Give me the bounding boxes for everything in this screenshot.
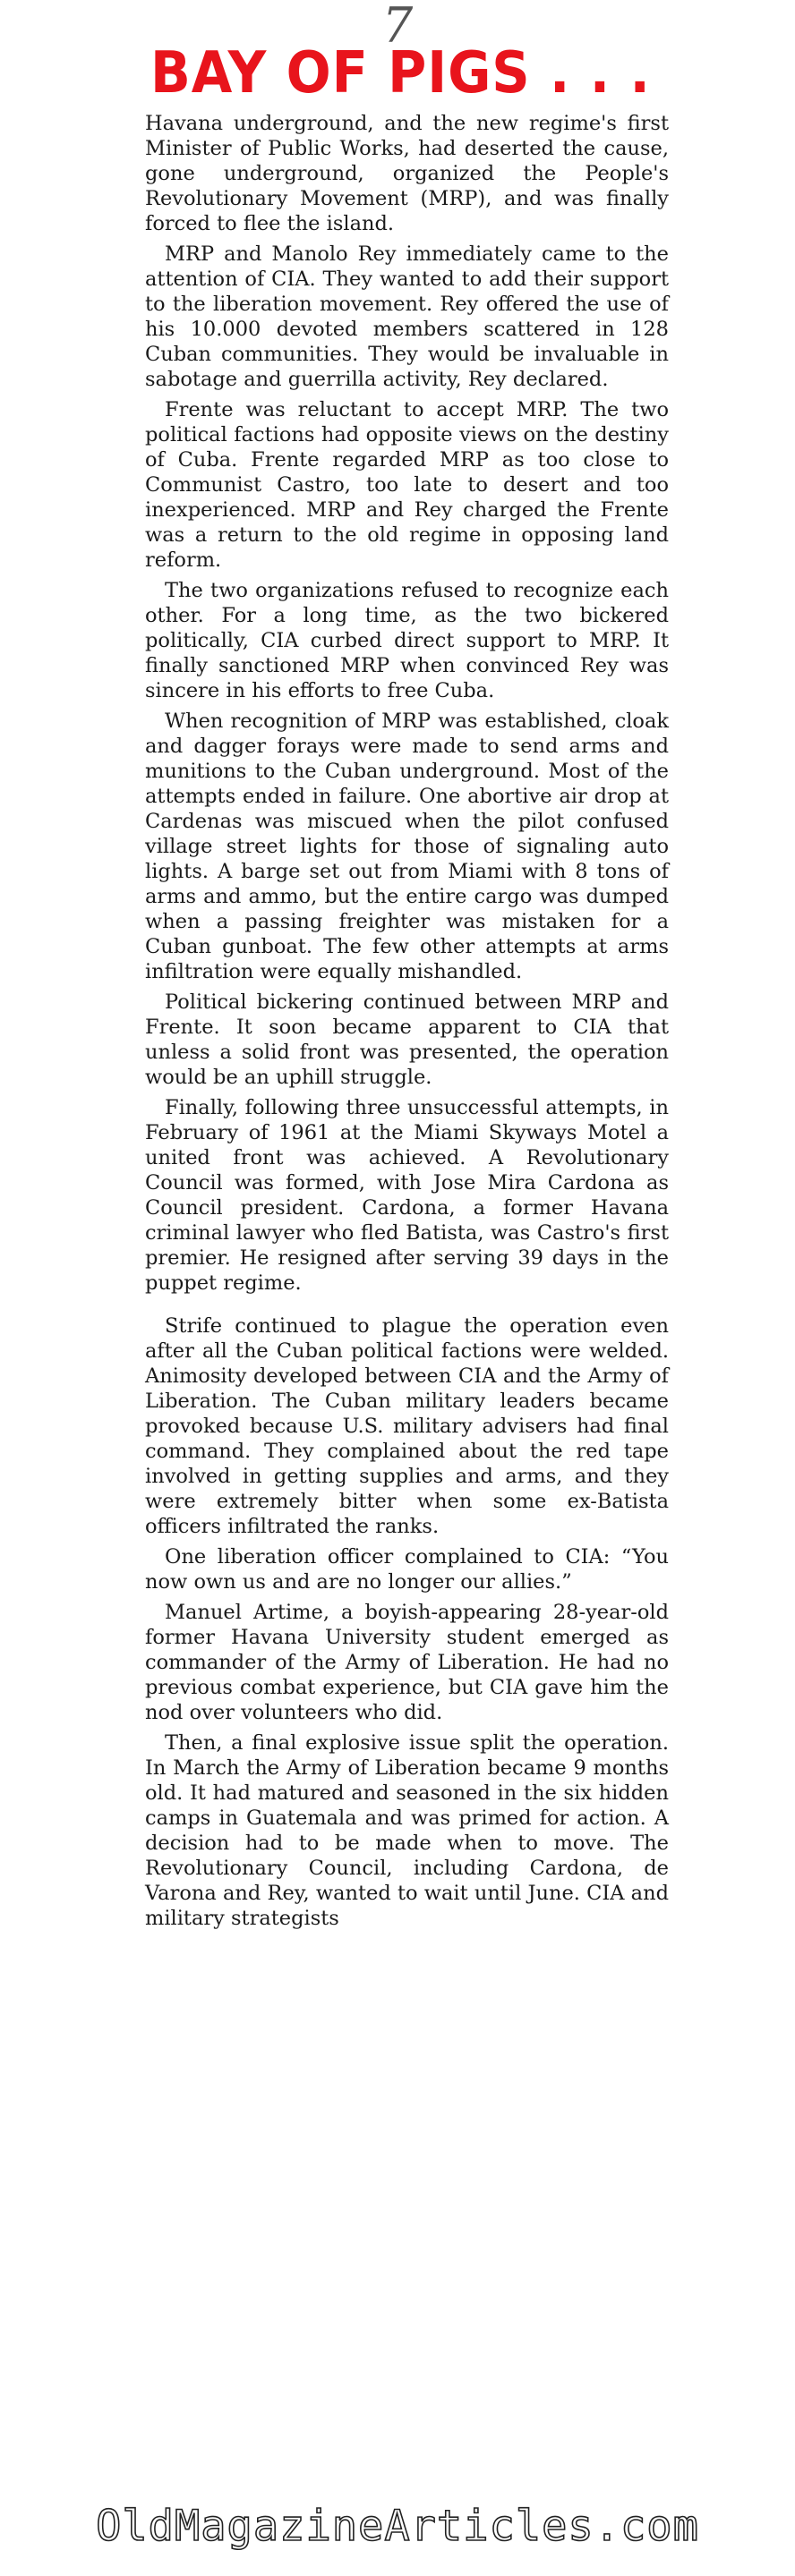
article-paragraph: Finally, following three unsuccessful attempts, in February of 1961 at the Miami Skyways Motel a united front was achieved. A Revolutionary Council was formed, with Jose Mira Cardona as Council president. Cardona, a former Havana criminal lawyer who fled Batista, was Castro's first premier. He resigned after serving 39 days in the puppet regime. (145, 1096, 669, 1295)
article-paragraph: When recognition of MRP was established, cloak and dagger forays were made to send arms and munitions to the Cuban underground. Most of the attempts ended in failure. One abortive air drop at Cardenas was miscued when the pilot confused village street lights for those of signaling auto lights. A barge set out from Miami with 8 tons of arms and ammo, but the entire cargo was dumped when a passing freighter was mistaken for a Cuban gunboat. The few other attempts at arms infiltration were equally mishandled. (145, 710, 669, 983)
article-paragraph: Strife continued to plague the operation even after all the Cuban political factions were welded. Animosity developed between CIA and the Army of Liberation. The Cuban military leaders became provoked because U.S. military advisers had final command. They complained about the red tape involved in getting supplies and arms, and they were extremely bitter when some ex-Batista officers infiltrated the ranks. (145, 1314, 669, 1538)
article-paragraph: Manuel Artime, a boyish-appearing 28-year-old former Havana University student emerged as commander of the Army of Liberation. He had no previous combat experience, but CIA gave him the nod over volunteers who did. (145, 1601, 669, 1724)
article-paragraph: Frente was reluctant to accept MRP. The two political factions had opposite views on the destiny of Cuba. Frente regarded MRP as too close to Communist Castro, too late to desert and too inexperienced. MRP and Rey charged the Frente was a return to the old regime in opposing land reform. (145, 398, 669, 572)
site-watermark: OldMagazineArticles.com (96, 2502, 699, 2551)
article-paragraph: Then, a final explosive issue split the operation. In March the Army of Liberation became 9 months old. It had matured and seasoned in the six hidden camps in Guatemala and was primed for action. A decision had to be made when to move. The Revolutionary Council, including Cardona, de Varona and Rey, wanted to wait until June. CIA and military strategists (145, 1731, 669, 1930)
article-paragraph: The two organizations refused to recognize each other. For a long time, as the two bickered politically, CIA curbed direct support to MRP. It finally sanctioned MRP when convinced Rey was sincere in his efforts to free Cuba. (145, 579, 669, 702)
article-paragraph: MRP and Manolo Rey immediately came to the attention of CIA. They wanted to add their support to the liberation movement. Rey offered the use of his 10.000 devoted members scattered in 128 Cuban communities. They would be invaluable in sabotage and guerrilla activity, Rey declared. (145, 242, 669, 391)
article-paragraph: Political bickering continued between MRP and Frente. It soon became apparent to CIA that unless a solid front was presented, the operation would be an uphill struggle. (145, 990, 669, 1089)
headline: BAY OF PIGS . . . (150, 40, 651, 106)
article-paragraph: Havana underground, and the new regime's first Minister of Public Works, had deserted the cause, gone underground, organized the People's Revolutionary Movement (MRP), and was finally forced to flee the island. (145, 112, 669, 235)
article-paragraph: One liberation officer complained to CIA: “You now own us and are no longer our allies.” (145, 1545, 669, 1594)
article-body (145, 111, 669, 1936)
page-number: 7 (381, 0, 414, 54)
